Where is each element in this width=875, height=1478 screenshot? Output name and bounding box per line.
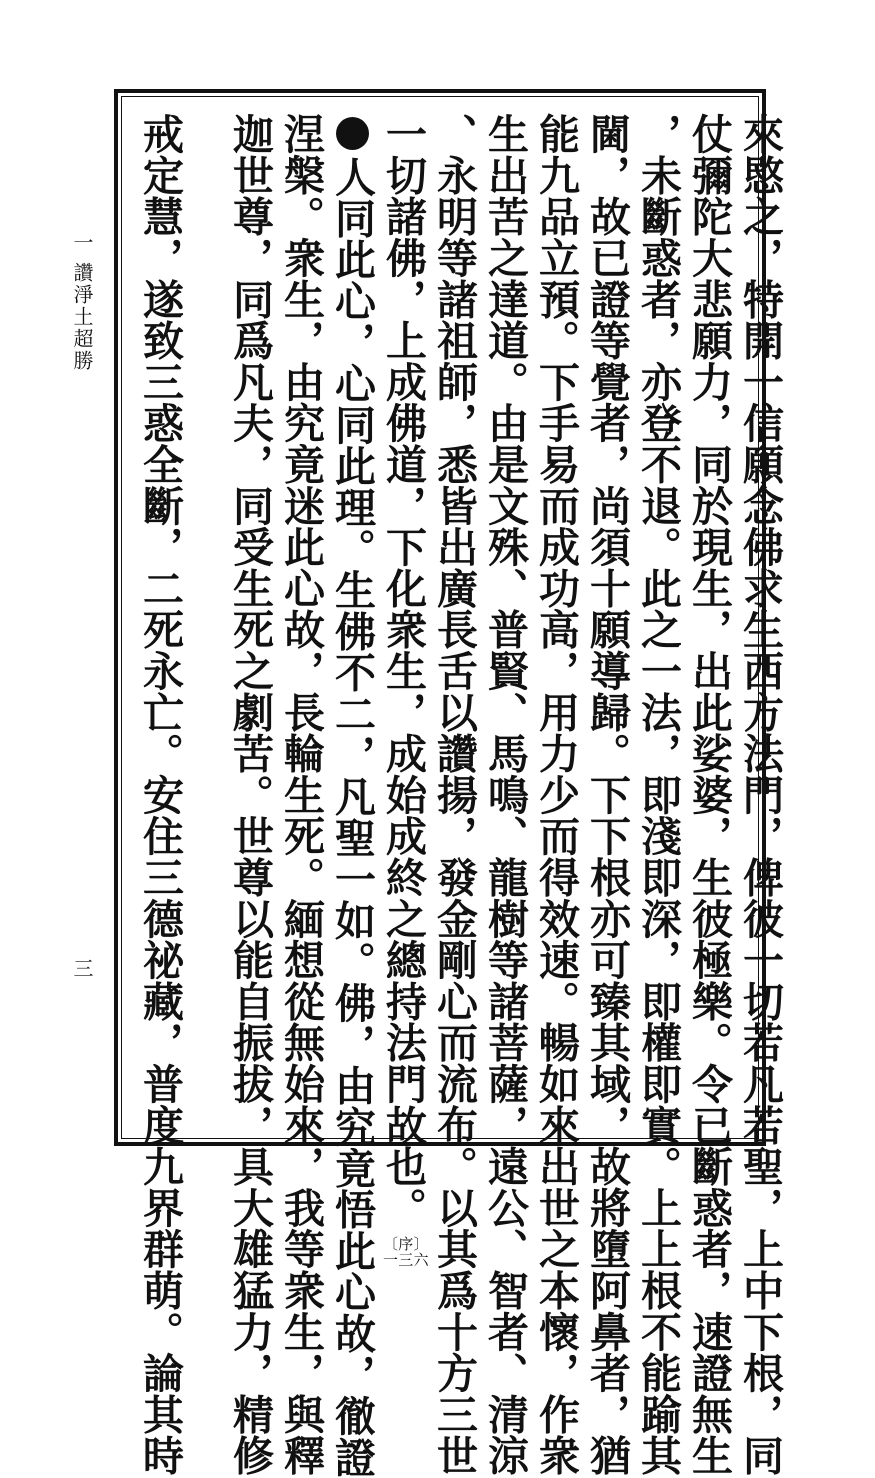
running-head-title: 讚淨土超勝	[70, 262, 94, 372]
source-note	[383, 1235, 429, 1270]
page-number: 三	[70, 958, 94, 980]
text-column-6: 生出苦之達道。由是文殊、普賢、馬鳴、龍樹等諸菩薩，遠公、智者、清涼	[481, 113, 529, 1476]
bullet-icon	[336, 117, 369, 150]
column-text: 人同此心，心同此理。生佛不二，凡聖一如。佛，由究竟悟此心故，徹證	[328, 156, 376, 1478]
column-text: 一切諸佛，上成佛道，下化衆生，成始成終之總持法門故也。	[379, 113, 427, 1229]
text-column-4: 閫，故已證等覺者，尚須十願導歸。下下根亦可臻其域，故將墮阿鼻者，猶	[583, 113, 631, 1476]
text-column-1: 來愍之，特開一信願念佛求生西方法門，俾彼一切若凡若聖，上中下根，同	[736, 113, 784, 1476]
text-column-9	[327, 113, 377, 1478]
text-column-5: 能九品立預。下手易而成功高，用力少而得效速。暢如來出世之本懷，作衆	[532, 113, 580, 1476]
text-column-10: 涅槃。衆生，由究竟迷此心故，長輪生死。緬想從無始來，我等衆生，與釋	[277, 113, 325, 1476]
source-note-label: 〔序〕	[383, 1235, 429, 1254]
text-column-2: 仗彌陀大悲願力，同於現生，出此娑婆，生彼極樂。令已斷惑者，速證無生	[685, 113, 733, 1476]
text-column-11: 迦世尊，同爲凡夫，同受生死之劇苦。世尊以能自振拔，具大雄猛力，精修	[226, 113, 274, 1476]
margin-top-mark: 一	[70, 232, 94, 254]
text-column-12: 戒定慧，遂致三惑全斷，二死永亡。安住三德祕藏，普度九界群萌。論其時	[136, 113, 184, 1476]
text-column-7: 、永明等諸祖師，悉皆出廣長舌以讚揚，發金剛心而流布。以其爲十方三世	[430, 113, 478, 1476]
text-column-8	[378, 113, 429, 1270]
text-column-3: ，未斷惑者，亦登不退。此之一法，即淺即深，即權即實。上上根不能踰其	[634, 113, 682, 1476]
source-note-number: 一三六	[383, 1251, 429, 1270]
